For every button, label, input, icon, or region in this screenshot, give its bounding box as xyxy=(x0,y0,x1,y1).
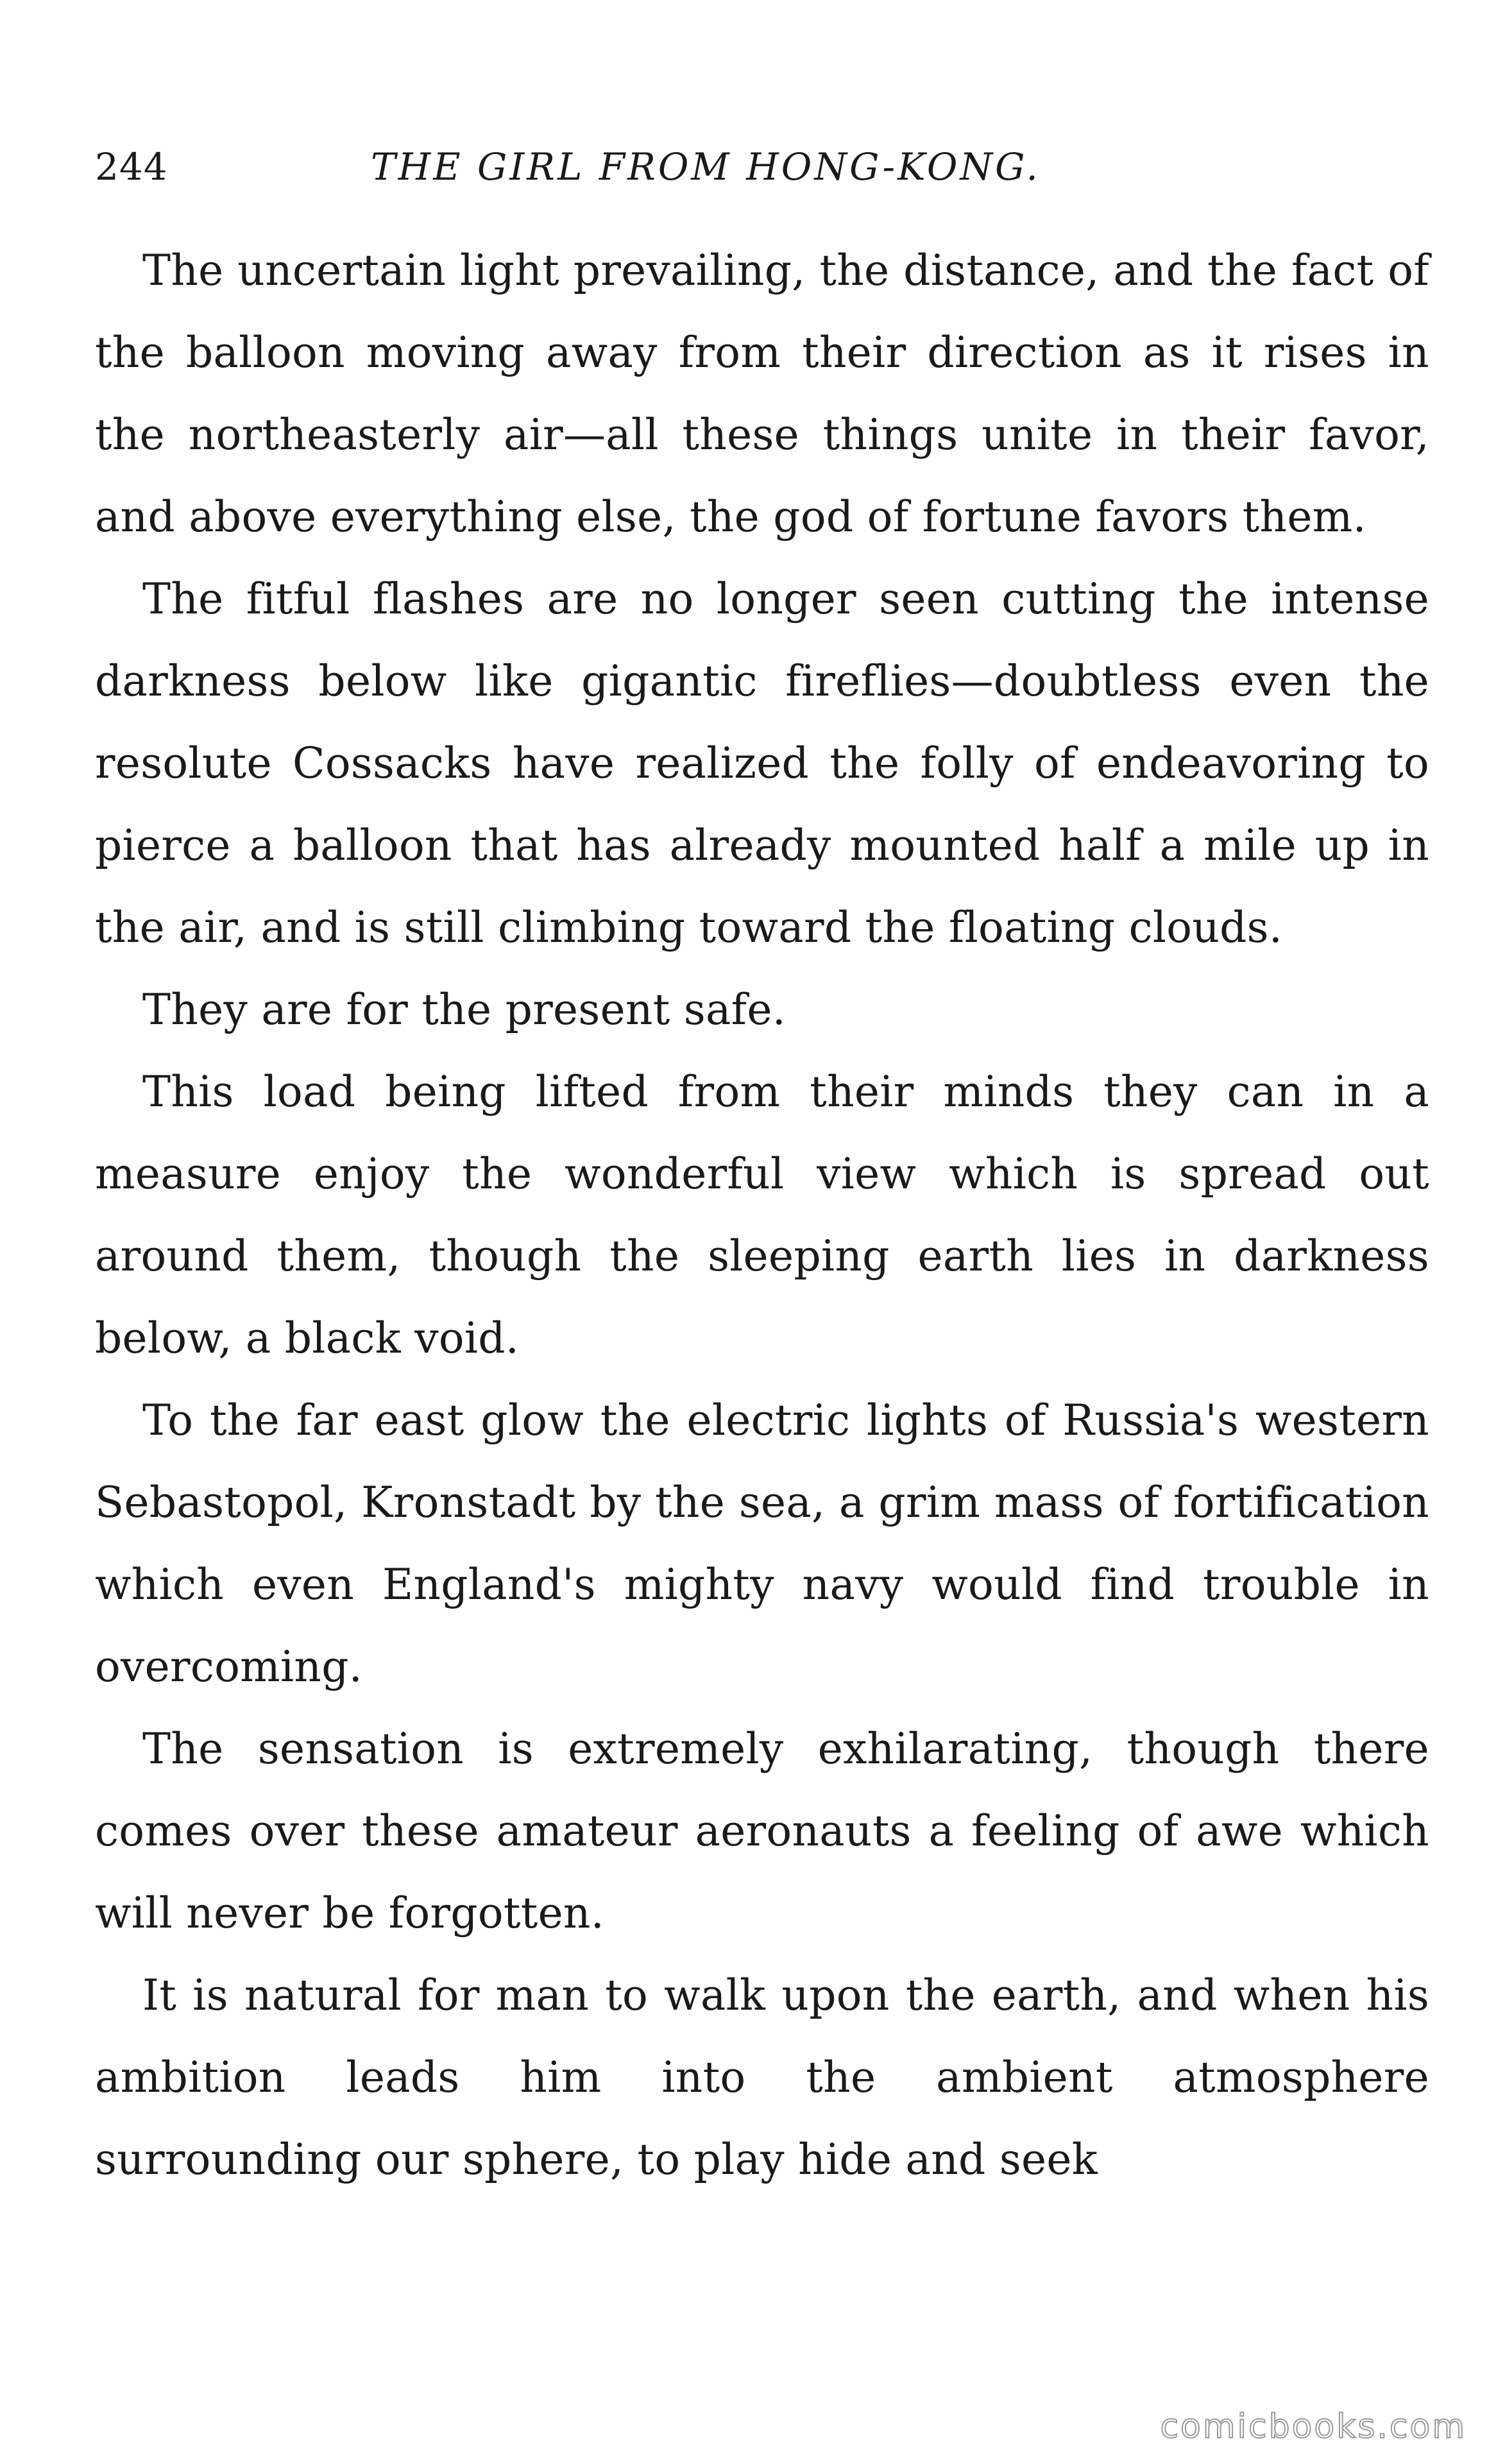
paragraph: They are for the present safe. xyxy=(142,985,787,1034)
running-head xyxy=(95,135,1429,199)
running-title: THE GIRL FROM HONG-KONG. xyxy=(371,145,1041,189)
paragraph: It is natural for man to walk upon the earth, and when his ambition leads him into the ambient atmosphere surrounding our sphere, to play hide and seek xyxy=(95,1971,1429,2184)
paragraph: To the far east glow the electric lights of Russia's western Sebastopol, Kronstadt by the sea, a grim mass of fortification which even England's mighty navy would find trouble in overcoming. xyxy=(95,1396,1429,1691)
page-number: 244 xyxy=(95,145,168,189)
paragraph: The uncertain light prevailing, the distance, and the fact of the balloon moving away from their direction as it rises in the northeasterly air—all these things unite in their favor, and above everything else, the god of fortune favors them. xyxy=(95,246,1429,542)
body-text xyxy=(95,230,1429,2201)
paragraph: The sensation is extremely exhilarating, though there comes over these amateur aeronauts a feeling of awe which will never be forgotten. xyxy=(95,1724,1429,1938)
watermark: comicbooks.com xyxy=(1160,2408,1467,2446)
paragraph: The fitful flashes are no longer seen cutting the intense darkness below like gigantic fireflies—doubtless even the resolute Cossacks have realized the folly of endeavoring to pierce a balloon that has already mounted half a mile up in the air, and is still climbing toward the floating clouds. xyxy=(95,574,1429,952)
paragraph: This load being lifted from their minds they can in a measure enjoy the wonderful view which is spread out around them, though the sleeping earth lies in darkness below, a black void. xyxy=(95,1067,1429,1363)
